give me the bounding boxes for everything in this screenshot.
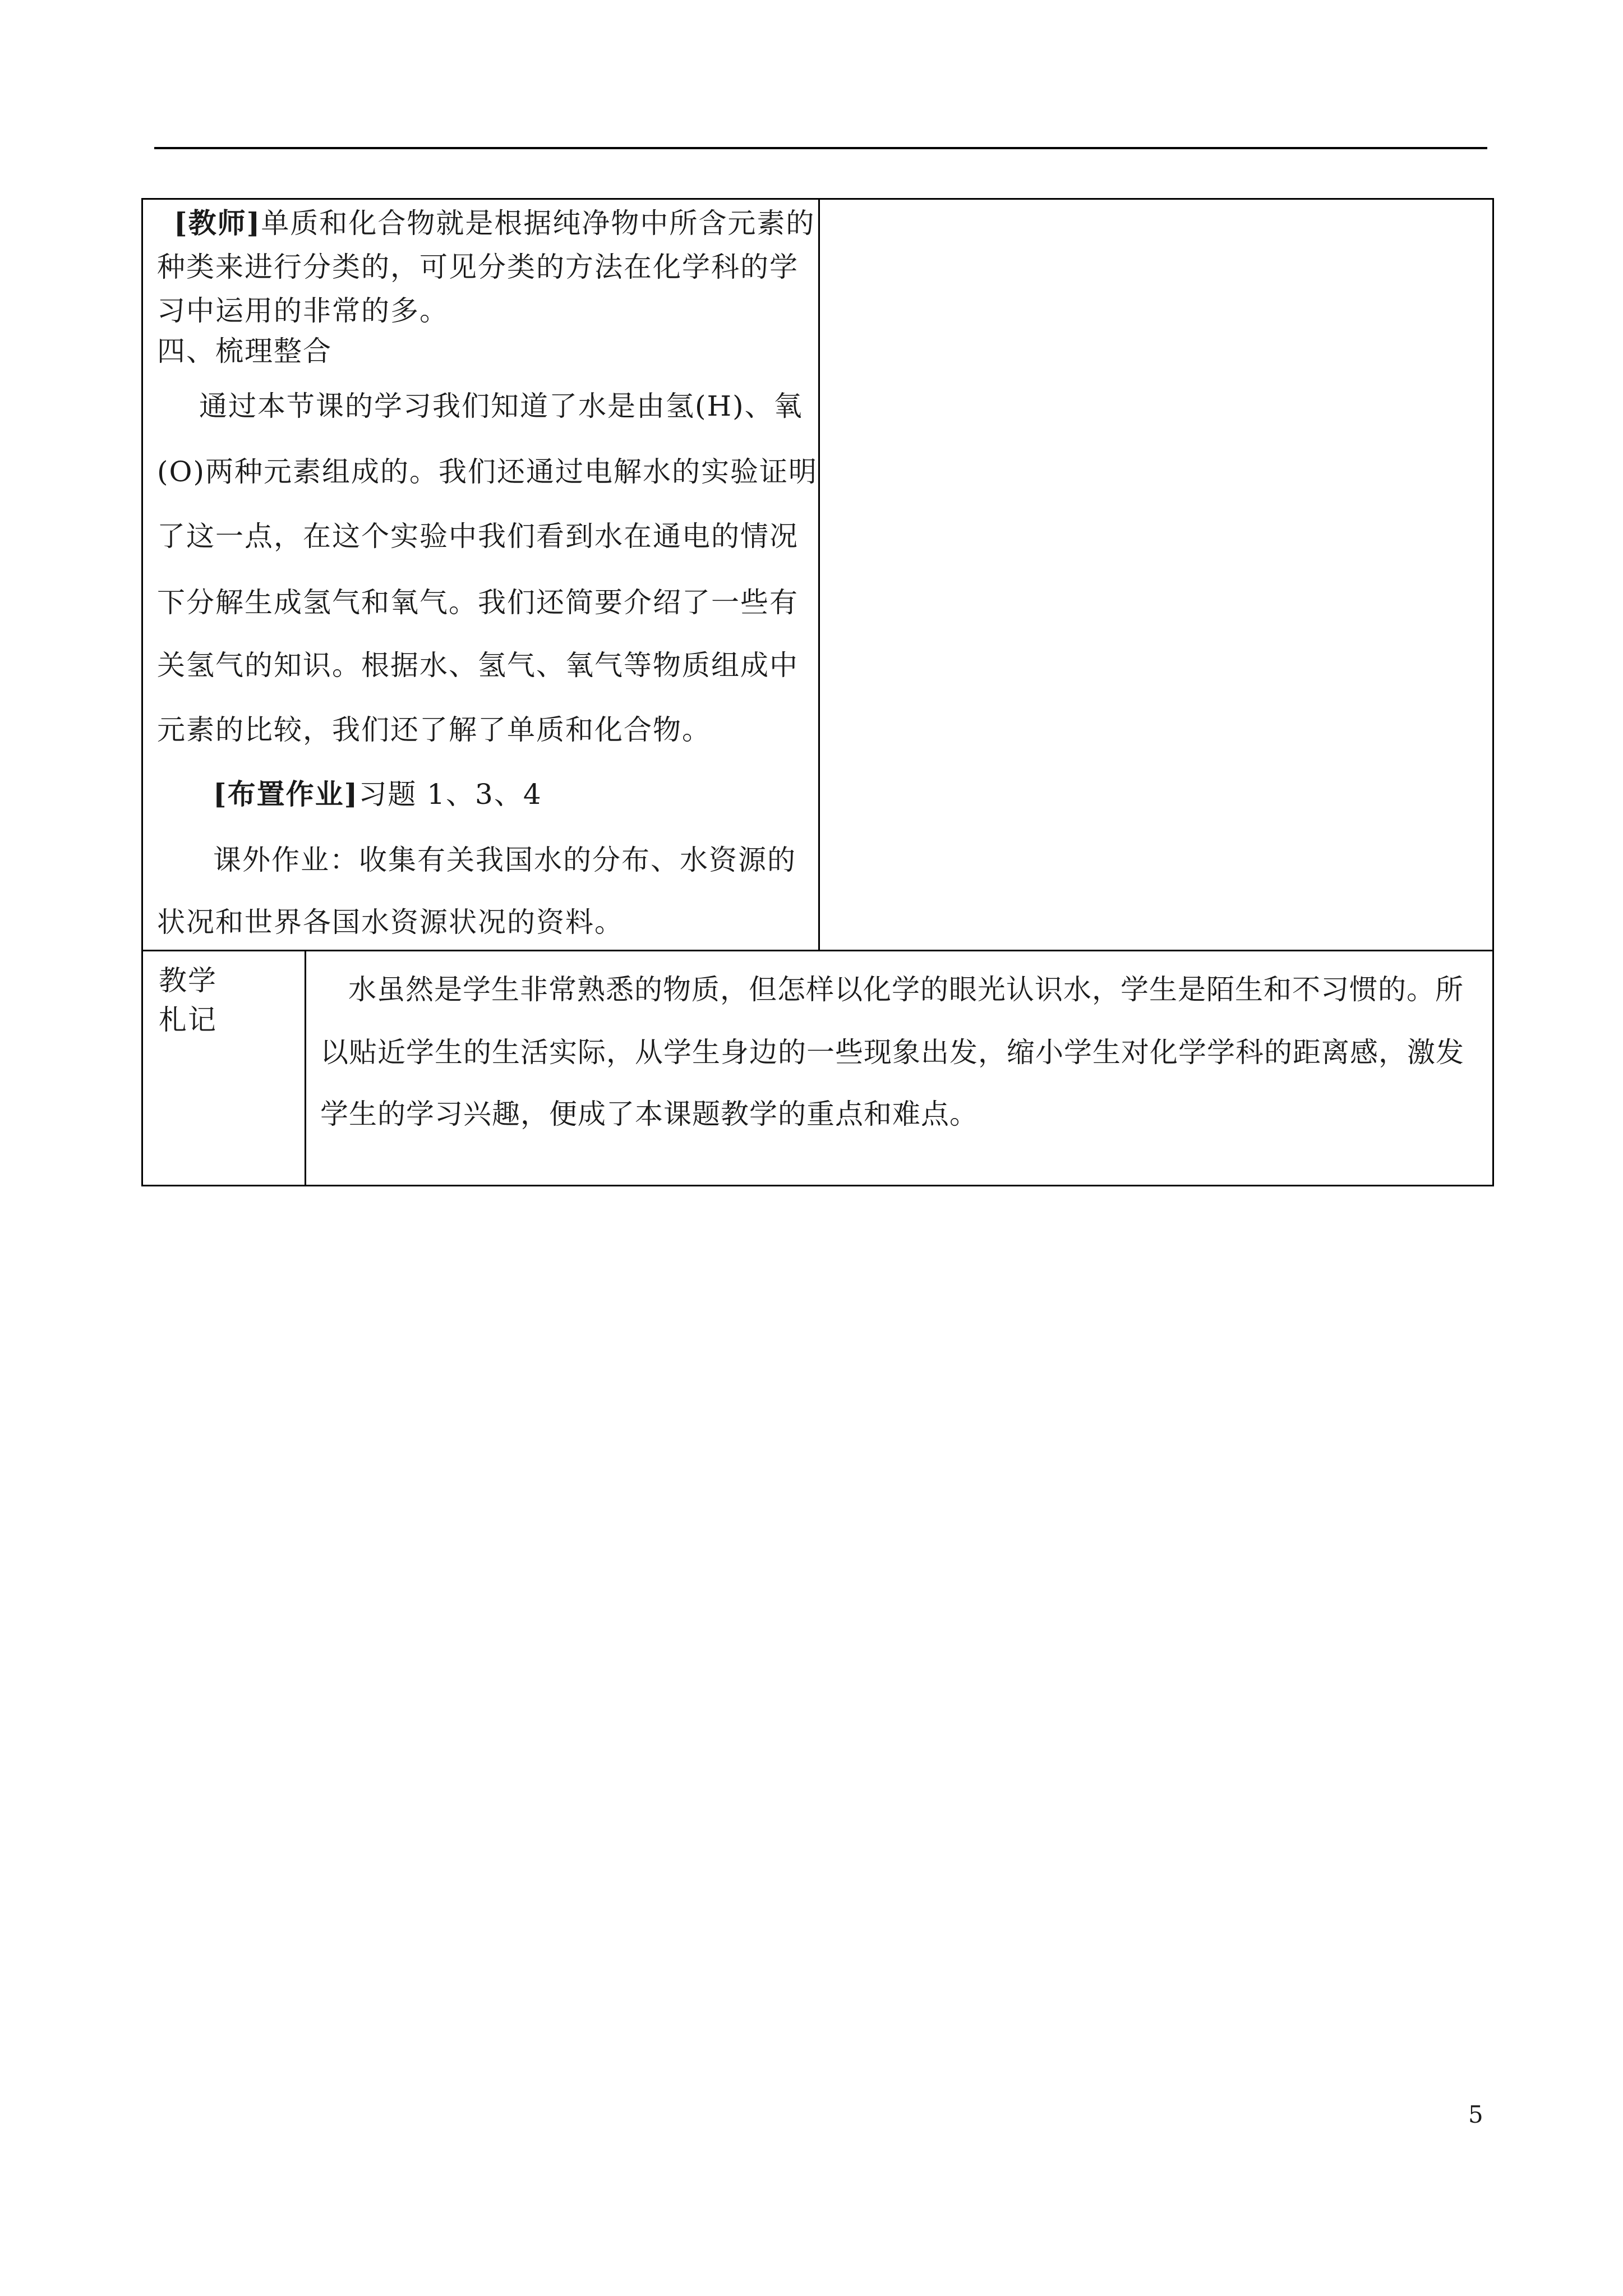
- teaching-process-cell: [143, 200, 820, 950]
- teacher-remark: [174, 206, 815, 240]
- extra-homework-line1: 课外作业：收集有关我国水的分布、水资源的: [213, 844, 796, 876]
- teaching-notes-label-line1: 教学: [159, 964, 217, 997]
- teaching-notes-line1: 水虽然是学生非常熟悉的物质，但怎样以化学的眼光认识水，学生是陌生和不习惯的。所: [348, 973, 1464, 1006]
- section-heading: 四、梳理整合: [157, 335, 332, 367]
- teacher-remark-line2: 种类来进行分类的，可见分类的方法在化学科的学: [157, 251, 799, 283]
- teaching-notes-text-cell: [306, 951, 1492, 1185]
- teaching-notes-label-line2: 札记: [159, 1004, 217, 1036]
- header-rule: [154, 147, 1487, 149]
- summary-paragraph-line2: (O)两种元素组成的。我们还通过电解水的实验证明: [157, 455, 818, 488]
- page-number: 5: [1468, 2101, 1483, 2128]
- teaching-notes-row: [143, 951, 1492, 1185]
- teaching-notes-line2: 以贴近学生的生活实际，从学生身边的一些现象出发，缩小学生对化学学科的距离感，激发: [320, 1036, 1464, 1069]
- summary-paragraph-line3: 了这一点，在这个实验中我们看到水在通电的情况: [157, 520, 799, 553]
- lesson-plan-table: [141, 198, 1494, 1186]
- summary-paragraph-line4: 下分解生成氢气和氧气。我们还简要介绍了一些有: [157, 586, 799, 619]
- extra-homework-line2: 状况和世界各国水资源状况的资料。: [157, 906, 624, 938]
- teacher-remark-line3: 习中运用的非常的多。: [157, 295, 449, 327]
- teacher-remark-text: 单质和化合物就是根据纯净物中所含元素的: [261, 207, 815, 240]
- homework-assignment: [213, 777, 542, 811]
- teaching-notes-line3: 学生的学习兴趣，便成了本课题教学的重点和难点。: [320, 1098, 978, 1130]
- summary-paragraph-line6: 元素的比较，我们还了解了单质和化合物。: [157, 714, 711, 746]
- homework-text: 习题 1、3、4: [358, 778, 542, 811]
- teacher-tag: [教师]: [174, 206, 261, 240]
- content-row: [143, 200, 1492, 951]
- teaching-notes-label-cell: [143, 951, 306, 1185]
- homework-tag: [布置作业]: [213, 777, 359, 811]
- summary-paragraph-line5: 关氢气的知识。根据水、氢气、氧气等物质组成中: [157, 649, 799, 682]
- summary-paragraph-line1: 通过本节课的学习我们知道了水是由氢(H)、氧: [199, 390, 803, 422]
- notes-column-cell: [820, 200, 1492, 950]
